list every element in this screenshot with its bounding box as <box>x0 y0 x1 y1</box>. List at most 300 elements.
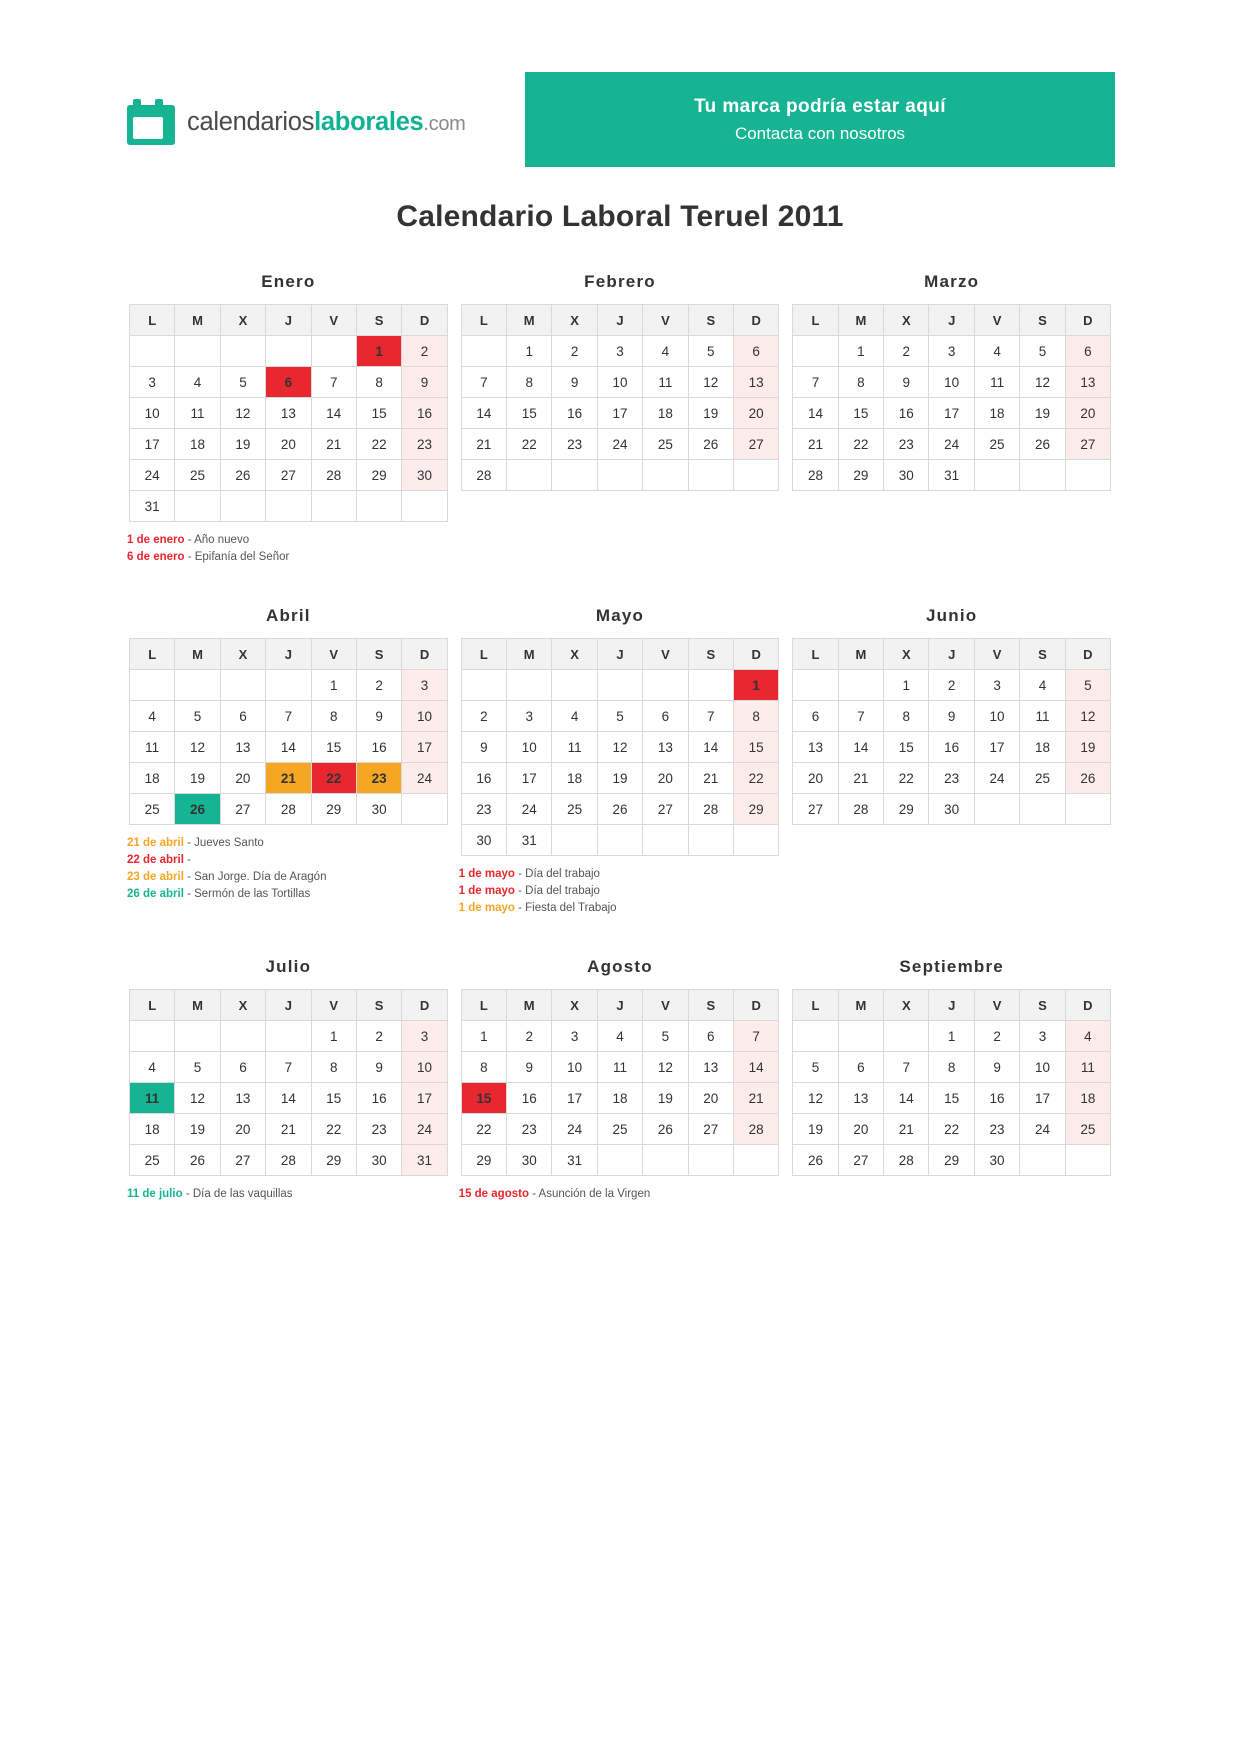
day-cell[interactable]: 5 <box>1020 336 1065 367</box>
day-cell[interactable]: 14 <box>884 1083 929 1114</box>
day-cell[interactable]: 18 <box>175 429 220 460</box>
day-cell[interactable]: 1 <box>311 670 356 701</box>
day-cell[interactable]: 4 <box>974 336 1019 367</box>
day-cell[interactable]: 11 <box>175 398 220 429</box>
day-cell[interactable]: 25 <box>1020 763 1065 794</box>
day-cell[interactable]: 3 <box>402 1021 447 1052</box>
day-cell[interactable]: 13 <box>220 732 265 763</box>
day-cell[interactable]: 12 <box>688 367 733 398</box>
day-cell[interactable]: 8 <box>884 701 929 732</box>
day-cell[interactable]: 9 <box>974 1052 1019 1083</box>
day-cell[interactable]: 24 <box>974 763 1019 794</box>
day-cell[interactable]: 26 <box>1065 763 1110 794</box>
day-cell[interactable]: 22 <box>733 763 778 794</box>
day-cell[interactable]: 20 <box>643 763 688 794</box>
week-row <box>793 1052 1111 1083</box>
day-cell[interactable]: 12 <box>175 732 220 763</box>
day-cell[interactable]: 28 <box>461 460 506 491</box>
day-cell[interactable]: 17 <box>597 398 642 429</box>
day-cell[interactable]: 27 <box>266 460 311 491</box>
day-cell[interactable]: 27 <box>688 1114 733 1145</box>
day-cell[interactable]: 26 <box>597 794 642 825</box>
week-row <box>461 825 779 856</box>
day-cell[interactable]: 24 <box>597 429 642 460</box>
day-cell[interactable]: 10 <box>129 398 174 429</box>
site-logo[interactable] <box>125 75 525 170</box>
day-cell[interactable]: 27 <box>733 429 778 460</box>
day-cell[interactable]: 1 <box>733 670 778 701</box>
day-cell[interactable]: 20 <box>733 398 778 429</box>
day-cell[interactable]: 29 <box>838 460 883 491</box>
day-cell[interactable]: 2 <box>974 1021 1019 1052</box>
day-cell[interactable]: 23 <box>929 763 974 794</box>
day-cell[interactable]: 12 <box>643 1052 688 1083</box>
day-cell[interactable]: 16 <box>507 1083 552 1114</box>
day-cell[interactable]: 6 <box>1065 336 1110 367</box>
day-cell[interactable]: 21 <box>884 1114 929 1145</box>
legend-date: 1 de mayo <box>458 902 519 914</box>
day-cell[interactable]: 13 <box>688 1052 733 1083</box>
day-cell[interactable]: 19 <box>175 763 220 794</box>
day-cell[interactable]: 29 <box>311 1145 356 1176</box>
legend-date: 23 de abril <box>127 871 188 883</box>
day-cell[interactable]: 7 <box>461 367 506 398</box>
day-cell[interactable]: 6 <box>643 701 688 732</box>
day-cell[interactable]: 30 <box>974 1145 1019 1176</box>
ad-banner[interactable] <box>525 72 1115 167</box>
day-cell[interactable]: 24 <box>402 1114 447 1145</box>
day-cell[interactable]: 17 <box>974 732 1019 763</box>
day-cell[interactable]: 7 <box>793 367 838 398</box>
day-cell[interactable]: 21 <box>266 1114 311 1145</box>
day-cell[interactable]: 29 <box>733 794 778 825</box>
day-cell[interactable]: 5 <box>793 1052 838 1083</box>
day-cell[interactable]: 13 <box>793 732 838 763</box>
day-cell[interactable]: 26 <box>1020 429 1065 460</box>
day-cell[interactable]: 22 <box>929 1114 974 1145</box>
day-cell[interactable]: 24 <box>129 460 174 491</box>
day-cell[interactable]: 29 <box>929 1145 974 1176</box>
day-cell[interactable]: 25 <box>552 794 597 825</box>
day-cell[interactable]: 14 <box>266 1083 311 1114</box>
day-cell[interactable]: 31 <box>929 460 974 491</box>
day-cell[interactable]: 26 <box>220 460 265 491</box>
day-cell[interactable]: 19 <box>643 1083 688 1114</box>
day-cell[interactable]: 20 <box>220 763 265 794</box>
day-cell[interactable]: 6 <box>220 1052 265 1083</box>
day-cell[interactable]: 9 <box>402 367 447 398</box>
day-cell[interactable]: 9 <box>356 701 401 732</box>
day-cell[interactable]: 10 <box>507 732 552 763</box>
day-cell[interactable]: 12 <box>793 1083 838 1114</box>
day-cell[interactable]: 24 <box>507 794 552 825</box>
day-cell[interactable]: 16 <box>974 1083 1019 1114</box>
day-cell[interactable]: 10 <box>402 701 447 732</box>
day-cell[interactable]: 11 <box>129 732 174 763</box>
day-cell[interactable]: 29 <box>461 1145 506 1176</box>
day-cell[interactable]: 31 <box>552 1145 597 1176</box>
day-cell[interactable]: 5 <box>688 336 733 367</box>
day-cell[interactable]: 28 <box>838 794 883 825</box>
day-cell[interactable]: 21 <box>311 429 356 460</box>
day-cell[interactable]: 11 <box>643 367 688 398</box>
day-cell[interactable]: 14 <box>733 1052 778 1083</box>
day-cell[interactable]: 1 <box>461 1021 506 1052</box>
day-cell[interactable]: 30 <box>929 794 974 825</box>
day-cell[interactable]: 4 <box>1020 670 1065 701</box>
day-cell[interactable]: 7 <box>688 701 733 732</box>
day-cell[interactable]: 12 <box>175 1083 220 1114</box>
day-cell[interactable]: 8 <box>311 701 356 732</box>
day-cell[interactable]: 16 <box>929 732 974 763</box>
day-cell[interactable]: 25 <box>643 429 688 460</box>
day-cell[interactable]: 5 <box>643 1021 688 1052</box>
day-cell[interactable]: 30 <box>356 794 401 825</box>
day-cell[interactable]: 17 <box>1020 1083 1065 1114</box>
day-cell[interactable]: 9 <box>552 367 597 398</box>
day-cell[interactable]: 29 <box>311 794 356 825</box>
day-cell[interactable]: 17 <box>552 1083 597 1114</box>
day-cell-empty <box>884 1021 929 1052</box>
day-cell[interactable]: 1 <box>884 670 929 701</box>
day-cell[interactable]: 28 <box>266 794 311 825</box>
day-cell[interactable]: 28 <box>311 460 356 491</box>
day-cell[interactable]: 2 <box>507 1021 552 1052</box>
day-cell[interactable]: 11 <box>974 367 1019 398</box>
day-cell[interactable]: 13 <box>643 732 688 763</box>
day-cell[interactable]: 22 <box>507 429 552 460</box>
day-cell[interactable]: 6 <box>266 367 311 398</box>
day-cell[interactable]: 21 <box>733 1083 778 1114</box>
day-cell[interactable]: 18 <box>1065 1083 1110 1114</box>
day-cell-empty <box>175 670 220 701</box>
day-cell[interactable]: 31 <box>129 491 174 522</box>
day-cell[interactable]: 2 <box>552 336 597 367</box>
day-cell[interactable]: 17 <box>929 398 974 429</box>
legend-date: 21 de abril <box>127 837 188 849</box>
day-cell[interactable]: 23 <box>552 429 597 460</box>
day-cell[interactable]: 4 <box>1065 1021 1110 1052</box>
day-cell[interactable]: 29 <box>356 460 401 491</box>
day-cell[interactable]: 6 <box>733 336 778 367</box>
day-cell[interactable]: 5 <box>220 367 265 398</box>
day-cell[interactable]: 31 <box>507 825 552 856</box>
day-cell[interactable]: 5 <box>175 701 220 732</box>
day-cell[interactable]: 18 <box>974 398 1019 429</box>
weekday-header: M <box>175 639 220 670</box>
day-cell[interactable]: 9 <box>461 732 506 763</box>
day-cell[interactable]: 9 <box>356 1052 401 1083</box>
day-cell[interactable]: 3 <box>929 336 974 367</box>
day-cell[interactable]: 29 <box>884 794 929 825</box>
day-cell[interactable]: 24 <box>1020 1114 1065 1145</box>
day-cell[interactable]: 3 <box>402 670 447 701</box>
day-cell[interactable]: 7 <box>266 701 311 732</box>
day-cell[interactable]: 8 <box>507 367 552 398</box>
day-cell[interactable]: 23 <box>507 1114 552 1145</box>
day-cell[interactable]: 9 <box>884 367 929 398</box>
day-cell[interactable]: 19 <box>793 1114 838 1145</box>
day-cell[interactable]: 22 <box>461 1114 506 1145</box>
day-cell-empty <box>266 336 311 367</box>
day-cell[interactable]: 28 <box>733 1114 778 1145</box>
day-cell[interactable]: 14 <box>688 732 733 763</box>
day-cell[interactable]: 30 <box>507 1145 552 1176</box>
day-cell[interactable]: 6 <box>688 1021 733 1052</box>
day-cell[interactable]: 30 <box>402 460 447 491</box>
day-cell[interactable]: 14 <box>461 398 506 429</box>
day-cell[interactable]: 4 <box>129 1052 174 1083</box>
day-cell[interactable]: 30 <box>356 1145 401 1176</box>
day-cell[interactable]: 19 <box>597 763 642 794</box>
day-cell[interactable]: 4 <box>597 1021 642 1052</box>
day-cell[interactable]: 8 <box>838 367 883 398</box>
day-cell[interactable]: 23 <box>884 429 929 460</box>
day-cell[interactable]: 13 <box>266 398 311 429</box>
day-cell[interactable]: 9 <box>929 701 974 732</box>
day-cell[interactable]: 4 <box>175 367 220 398</box>
legend-date: 1 de mayo <box>458 885 519 897</box>
month-title: Junio <box>926 606 978 625</box>
day-cell[interactable]: 20 <box>688 1083 733 1114</box>
day-cell[interactable]: 2 <box>356 1021 401 1052</box>
day-cell[interactable]: 19 <box>1020 398 1065 429</box>
day-cell[interactable]: 5 <box>597 701 642 732</box>
day-cell[interactable]: 6 <box>838 1052 883 1083</box>
day-cell[interactable]: 15 <box>311 732 356 763</box>
day-cell[interactable]: 4 <box>552 701 597 732</box>
day-cell[interactable]: 11 <box>597 1052 642 1083</box>
day-cell[interactable]: 26 <box>175 1145 220 1176</box>
day-cell[interactable]: 1 <box>929 1021 974 1052</box>
day-cell[interactable]: 28 <box>266 1145 311 1176</box>
day-cell[interactable]: 2 <box>461 701 506 732</box>
day-cell[interactable]: 22 <box>311 763 356 794</box>
day-cell[interactable]: 7 <box>884 1052 929 1083</box>
day-cell[interactable]: 11 <box>129 1083 174 1114</box>
day-cell[interactable]: 15 <box>507 398 552 429</box>
day-cell[interactable]: 19 <box>1065 732 1110 763</box>
day-cell[interactable]: 13 <box>1065 367 1110 398</box>
day-cell[interactable]: 26 <box>688 429 733 460</box>
day-cell[interactable]: 15 <box>356 398 401 429</box>
day-cell[interactable]: 19 <box>220 429 265 460</box>
day-cell[interactable]: 28 <box>793 460 838 491</box>
day-cell[interactable]: 15 <box>929 1083 974 1114</box>
day-cell[interactable]: 26 <box>793 1145 838 1176</box>
day-cell[interactable]: 5 <box>175 1052 220 1083</box>
day-cell[interactable]: 21 <box>266 763 311 794</box>
day-cell[interactable]: 22 <box>884 763 929 794</box>
day-cell[interactable]: 6 <box>793 701 838 732</box>
day-cell[interactable]: 20 <box>793 763 838 794</box>
day-cell[interactable]: 20 <box>266 429 311 460</box>
legend-date: 11 de julio <box>127 1188 186 1200</box>
day-cell[interactable]: 7 <box>838 701 883 732</box>
day-cell-empty <box>793 1021 838 1052</box>
day-cell[interactable]: 15 <box>311 1083 356 1114</box>
day-cell[interactable]: 1 <box>838 336 883 367</box>
day-cell[interactable]: 6 <box>220 701 265 732</box>
day-cell[interactable]: 10 <box>402 1052 447 1083</box>
day-cell[interactable]: 30 <box>884 460 929 491</box>
day-cell[interactable]: 10 <box>974 701 1019 732</box>
day-cell[interactable]: 14 <box>266 732 311 763</box>
day-cell[interactable]: 12 <box>597 732 642 763</box>
day-cell[interactable]: 13 <box>838 1083 883 1114</box>
day-cell[interactable]: 17 <box>129 429 174 460</box>
day-cell[interactable]: 2 <box>884 336 929 367</box>
day-cell[interactable]: 25 <box>129 794 174 825</box>
day-cell[interactable]: 26 <box>175 794 220 825</box>
day-cell[interactable]: 3 <box>507 701 552 732</box>
day-cell[interactable]: 13 <box>220 1083 265 1114</box>
day-cell[interactable]: 18 <box>1020 732 1065 763</box>
day-cell[interactable]: 31 <box>402 1145 447 1176</box>
day-cell[interactable]: 21 <box>461 429 506 460</box>
day-cell[interactable]: 20 <box>838 1114 883 1145</box>
day-cell[interactable]: 16 <box>461 763 506 794</box>
day-cell[interactable]: 1 <box>356 336 401 367</box>
day-cell[interactable]: 22 <box>356 429 401 460</box>
day-cell[interactable]: 17 <box>402 1083 447 1114</box>
day-cell[interactable]: 21 <box>793 429 838 460</box>
day-cell[interactable]: 8 <box>733 701 778 732</box>
day-cell[interactable]: 8 <box>311 1052 356 1083</box>
day-cell[interactable]: 18 <box>643 398 688 429</box>
day-cell[interactable]: 2 <box>402 336 447 367</box>
day-cell[interactable]: 14 <box>838 732 883 763</box>
day-cell[interactable]: 21 <box>688 763 733 794</box>
weekday-header: V <box>311 305 356 336</box>
day-cell[interactable]: 11 <box>1065 1052 1110 1083</box>
day-cell[interactable]: 25 <box>974 429 1019 460</box>
day-cell[interactable]: 21 <box>838 763 883 794</box>
day-cell[interactable]: 10 <box>552 1052 597 1083</box>
day-cell[interactable]: 23 <box>974 1114 1019 1145</box>
day-cell[interactable]: 3 <box>129 367 174 398</box>
day-cell[interactable]: 12 <box>1065 701 1110 732</box>
day-cell[interactable]: 14 <box>793 398 838 429</box>
day-cell[interactable]: 24 <box>402 763 447 794</box>
day-cell[interactable]: 11 <box>552 732 597 763</box>
day-cell[interactable]: 18 <box>129 763 174 794</box>
day-cell[interactable]: 15 <box>733 732 778 763</box>
legend-date: 1 de enero <box>127 534 188 546</box>
day-cell[interactable]: 15 <box>884 732 929 763</box>
day-cell[interactable]: 30 <box>461 825 506 856</box>
day-cell[interactable]: 24 <box>929 429 974 460</box>
day-cell[interactable]: 10 <box>597 367 642 398</box>
day-cell[interactable]: 9 <box>507 1052 552 1083</box>
day-cell[interactable]: 8 <box>929 1052 974 1083</box>
day-cell[interactable]: 22 <box>838 429 883 460</box>
day-cell[interactable]: 8 <box>356 367 401 398</box>
month-calendar-table <box>461 989 780 1176</box>
day-cell[interactable]: 7 <box>733 1021 778 1052</box>
day-cell[interactable]: 5 <box>1065 670 1110 701</box>
day-cell[interactable]: 7 <box>311 367 356 398</box>
day-cell-empty <box>461 336 506 367</box>
day-cell[interactable]: 3 <box>597 336 642 367</box>
day-cell[interactable]: 24 <box>552 1114 597 1145</box>
day-cell[interactable]: 18 <box>552 763 597 794</box>
day-cell[interactable]: 23 <box>356 763 401 794</box>
day-cell[interactable]: 27 <box>793 794 838 825</box>
day-cell[interactable]: 25 <box>1065 1114 1110 1145</box>
day-cell[interactable]: 23 <box>402 429 447 460</box>
day-cell[interactable]: 3 <box>1020 1021 1065 1052</box>
day-cell[interactable]: 25 <box>175 460 220 491</box>
day-cell[interactable]: 27 <box>643 794 688 825</box>
day-cell[interactable]: 1 <box>507 336 552 367</box>
day-cell[interactable]: 23 <box>461 794 506 825</box>
day-cell[interactable]: 20 <box>1065 398 1110 429</box>
day-cell[interactable]: 16 <box>356 732 401 763</box>
day-cell[interactable]: 12 <box>220 398 265 429</box>
day-cell[interactable]: 4 <box>129 701 174 732</box>
weekday-header: L <box>461 639 506 670</box>
day-cell[interactable]: 27 <box>838 1145 883 1176</box>
weekday-header: D <box>1065 639 1110 670</box>
day-cell[interactable]: 7 <box>266 1052 311 1083</box>
day-cell[interactable]: 25 <box>129 1145 174 1176</box>
day-cell[interactable]: 16 <box>552 398 597 429</box>
day-cell[interactable]: 14 <box>311 398 356 429</box>
day-cell[interactable]: 27 <box>1065 429 1110 460</box>
day-cell[interactable]: 26 <box>643 1114 688 1145</box>
day-cell[interactable]: 20 <box>220 1114 265 1145</box>
day-cell[interactable]: 11 <box>1020 701 1065 732</box>
day-cell[interactable]: 12 <box>1020 367 1065 398</box>
day-cell[interactable]: 28 <box>884 1145 929 1176</box>
day-cell[interactable]: 18 <box>597 1083 642 1114</box>
day-cell[interactable]: 25 <box>597 1114 642 1145</box>
day-cell[interactable]: 28 <box>688 794 733 825</box>
weekday-header: J <box>929 639 974 670</box>
day-cell[interactable]: 16 <box>402 398 447 429</box>
day-cell[interactable]: 15 <box>461 1083 506 1114</box>
month-row <box>125 606 1115 917</box>
day-cell[interactable]: 16 <box>884 398 929 429</box>
day-cell[interactable]: 19 <box>688 398 733 429</box>
day-cell[interactable]: 3 <box>974 670 1019 701</box>
day-cell[interactable]: 27 <box>220 794 265 825</box>
day-cell[interactable]: 17 <box>402 732 447 763</box>
day-cell[interactable]: 18 <box>129 1114 174 1145</box>
day-cell[interactable]: 16 <box>356 1083 401 1114</box>
day-cell[interactable]: 23 <box>356 1114 401 1145</box>
page-header <box>125 0 1115 170</box>
week-row <box>461 670 779 701</box>
day-cell[interactable]: 8 <box>461 1052 506 1083</box>
day-cell[interactable]: 1 <box>311 1021 356 1052</box>
day-cell[interactable]: 2 <box>356 670 401 701</box>
day-cell[interactable]: 10 <box>1020 1052 1065 1083</box>
day-cell[interactable]: 4 <box>643 336 688 367</box>
day-cell[interactable]: 10 <box>929 367 974 398</box>
day-cell[interactable]: 13 <box>733 367 778 398</box>
day-cell[interactable]: 15 <box>838 398 883 429</box>
week-row <box>129 1083 447 1114</box>
day-cell[interactable]: 27 <box>220 1145 265 1176</box>
day-cell[interactable]: 22 <box>311 1114 356 1145</box>
day-cell[interactable]: 3 <box>552 1021 597 1052</box>
day-cell[interactable]: 17 <box>507 763 552 794</box>
day-cell[interactable]: 2 <box>929 670 974 701</box>
day-cell[interactable]: 19 <box>175 1114 220 1145</box>
legend-date: 15 de agosto <box>458 1188 533 1200</box>
